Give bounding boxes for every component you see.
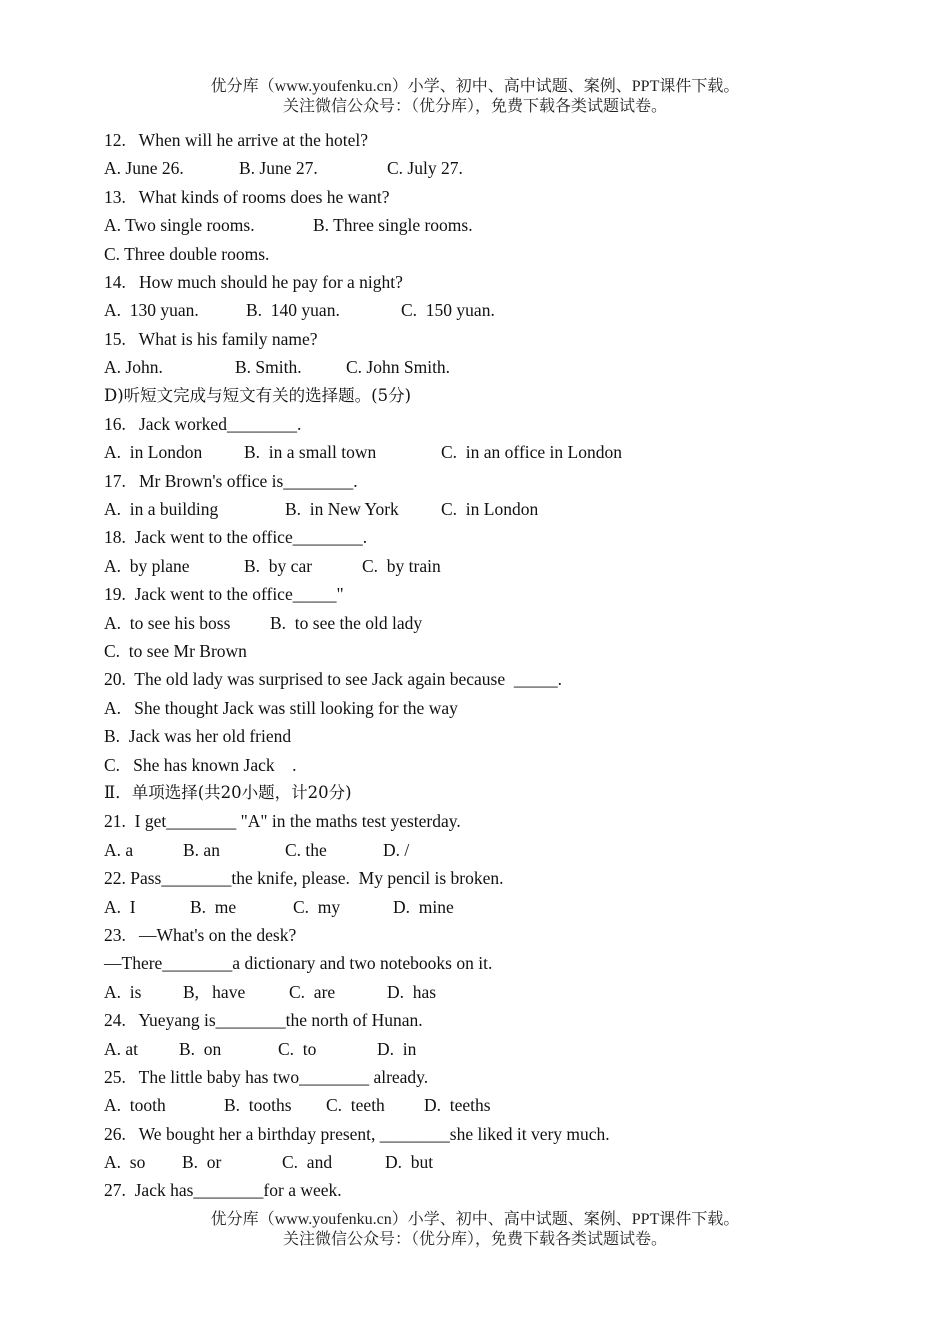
options-16 (104, 438, 864, 466)
option-19-c: C. to see Mr Brown (104, 641, 247, 662)
option-25-b: B. tooths (224, 1095, 292, 1116)
option-25-a: A. tooth (104, 1095, 166, 1116)
option-21-b: B. an (183, 839, 220, 860)
option-15-c: C. John Smith. (346, 357, 451, 378)
option-25-d: D. teeths (424, 1095, 491, 1116)
question-12: 12. When will he arrive at the hotel? (104, 130, 369, 150)
option-14-b: B. 140 yuan. (246, 300, 340, 321)
options-21 (104, 836, 864, 864)
options-22 (104, 893, 864, 921)
option-12-b: B. June 27. (239, 158, 318, 179)
option-15-a: A. John. (104, 357, 163, 378)
option-24-d: D. in (377, 1038, 417, 1059)
page-header (0, 77, 950, 117)
question-17: 17. Mr Brown's office is________. (104, 470, 358, 491)
options-15 (104, 353, 864, 381)
option-22-c: C. my (293, 896, 341, 917)
option-12-a: A. June 26. (104, 158, 184, 179)
option-16-c: C. in an office in London (441, 442, 622, 463)
footer-line-2: 关注微信公众号：（优分库），免费下载各类试题试卷。 (282, 1231, 667, 1248)
section-ii-heading: Ⅱ．单项选择(共20小题，计20分) (104, 782, 352, 802)
question-22: 22. Pass________the knife, please. My pencil is broken. (104, 868, 504, 889)
option-23-c: C. are (289, 981, 336, 1002)
question-18: 18. Jack went to the office________. (104, 527, 368, 548)
page-footer (0, 1210, 950, 1250)
header-line-2: 关注微信公众号：（优分库），免费下载各类试题试卷。 (282, 98, 667, 115)
question-body (104, 126, 864, 1205)
option-23-b: B, have (183, 981, 246, 1002)
option-14-a: A. 130 yuan. (104, 300, 199, 321)
option-21-c: C. the (285, 839, 327, 860)
options-23 (104, 978, 864, 1006)
options-26 (104, 1148, 864, 1176)
option-17-b: B. in New York (285, 499, 399, 520)
option-16-b: B. in a small town (244, 442, 377, 463)
option-18-a: A. by plane (104, 555, 190, 576)
option-26-c: C. and (282, 1152, 333, 1173)
option-24-a: A. at (104, 1038, 139, 1059)
question-20: 20. The old lady was surprised to see Jack again because _____. (104, 669, 562, 690)
option-25-c: C. teeth (326, 1095, 385, 1116)
question-23-line-2: —There________a dictionary and two notebooks on it. (104, 953, 493, 974)
option-17-a: A. in a building (104, 499, 219, 520)
question-19: 19. Jack went to the office_____" (104, 584, 344, 605)
option-12-c: C. July 27. (387, 158, 463, 179)
option-19-b: B. to see the old lady (270, 612, 423, 633)
option-20-b: B. Jack was her old friend (104, 726, 292, 747)
question-26: 26. We bought her a birthday present, ________she liked it very much. (104, 1123, 610, 1144)
option-20-a: A. She thought Jack was still looking for the way (104, 697, 458, 718)
question-24: 24. Yueyang is________the north of Hunan. (104, 1010, 423, 1031)
option-22-d: D. mine (393, 896, 454, 917)
question-14: 14. How much should he pay for a night? (104, 271, 403, 292)
option-13-c: C. Three double rooms. (104, 243, 270, 264)
option-21-a: A. a (104, 839, 134, 860)
option-24-c: C. to (278, 1038, 317, 1059)
option-22-b: B. me (190, 896, 237, 917)
option-15-b: B. Smith. (235, 357, 302, 378)
option-13-a: A. Two single rooms. (104, 215, 255, 236)
question-21: 21. I get________ "A" in the maths test yesterday. (104, 811, 461, 832)
options-12 (104, 154, 864, 182)
question-15: 15. What is his family name? (104, 328, 318, 349)
options-18 (104, 552, 864, 580)
option-23-a: A. is (104, 981, 142, 1002)
option-22-a: A. I (104, 896, 136, 917)
options-24 (104, 1035, 864, 1063)
options-14 (104, 296, 864, 324)
option-13-b: B. Three single rooms. (313, 215, 473, 236)
option-26-a: A. so (104, 1152, 146, 1173)
option-23-d: D. has (387, 981, 437, 1002)
option-20-c: C. She has known Jack . (104, 754, 297, 775)
option-14-c: C. 150 yuan. (401, 300, 495, 321)
question-27: 27. Jack has________for a week. (104, 1180, 342, 1201)
options-19 (104, 609, 864, 637)
question-16: 16. Jack worked________. (104, 413, 302, 434)
option-26-b: B. or (182, 1152, 222, 1173)
option-21-d: D. / (383, 839, 410, 860)
option-26-d: D. but (385, 1152, 434, 1173)
header-line-1: 优分库（www.youfenku.cn）小学、初中、高中试题、案例、PPT课件下载。 (210, 78, 740, 95)
options-13 (104, 211, 864, 239)
option-18-c: C. by train (362, 555, 441, 576)
question-25: 25. The little baby has two________ already. (104, 1066, 429, 1087)
question-23: 23. —What's on the desk? (104, 924, 297, 945)
option-16-a: A. in London (104, 442, 203, 463)
section-d-heading: D)听短文完成与短文有关的选择题。(5分) (104, 385, 412, 405)
option-19-a: A. to see his boss (104, 612, 231, 633)
option-24-b: B. on (179, 1038, 222, 1059)
options-17 (104, 495, 864, 523)
option-18-b: B. by car (244, 555, 313, 576)
options-25 (104, 1091, 864, 1119)
question-13: 13. What kinds of rooms does he want? (104, 186, 390, 207)
footer-line-1: 优分库（www.youfenku.cn）小学、初中、高中试题、案例、PPT课件下载。 (210, 1211, 740, 1228)
option-17-c: C. in London (441, 499, 539, 520)
